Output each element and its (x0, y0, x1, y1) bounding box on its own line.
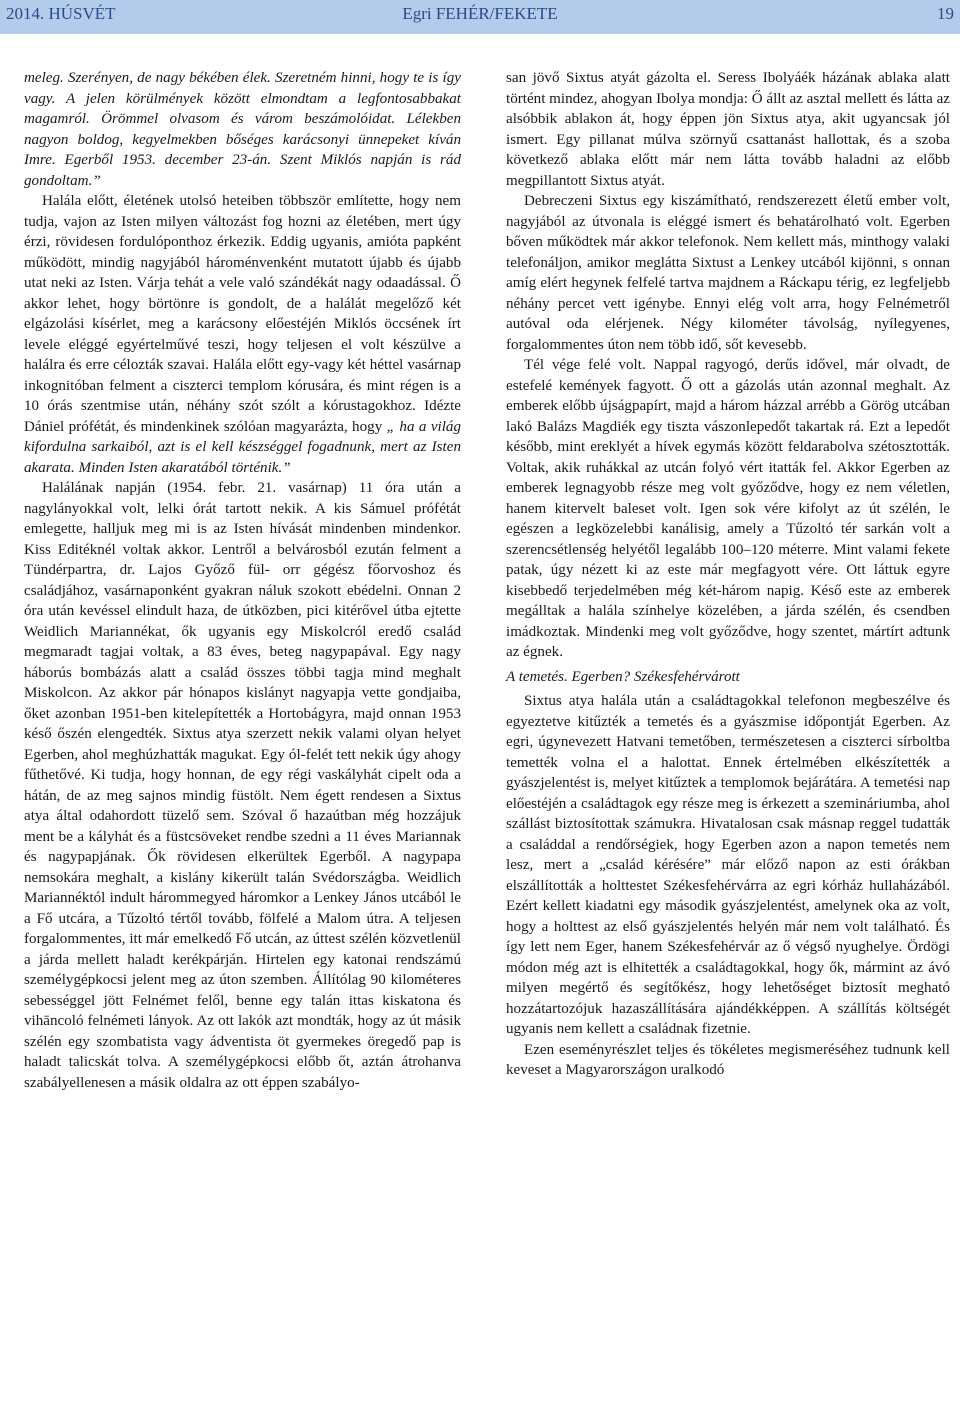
right-paragraph-4: Ezen eseményrészlet teljes és tökéletes megismeréséhez tudnunk kell keveset a Magyarországon uralkodó (506, 1041, 950, 1078)
left-paragraph-1-text: Halála előtt, életének utolsó heteiben többször említette, hogy nem tudja, vajon az Isten milyen változást fog hozni az életében, mert úgy érzi, rövidesen fordulóponthoz érkezik. Eddig ugyanis, amióta papként működött, mindig nagyjából hároménvenként mutatott újabb és újabb utat neki az Isten. Várja tehát a vele való szándékát nagy odaadással. Ő akkor lehet, hogy börtönre is gondolt, de a halálát megelőző két elgázolási kísérlet, meg a karácsony előestéjén Miklós öccsének írt levele eléggé egyértelművé teszi, hogy teljesen el volt készülve a halálra és erre célozták szavai. Halála előtt egy-vagy két héttel vasárnap inkognitóban felment a ciszterci templom kórusára, és mint régen is a 10 órás szentmise után, néhány szót szólt a kórustagokhoz. Idézte Dániel prófétát, és mindenkinek szólóan magyarázta, hogy (24, 193, 461, 435)
right-paragraph-1: Debreczeni Sixtus egy kiszámítható, rendszerezett életű ember volt, nagyjából az útvonala is eléggé ismert és behatárolható volt. Egerben bőven működtek már akkor telefonok. Nem kellett más, minthogy valaki telefonáljon, amikor meglátta Sixtust a Lenkey utcából kijönni, s onnan amíg elért hegynek felfelé tartva majdnem a Ráckapu térig, ez legfeljebb néhány percet vett igénybe. Ennyi elég volt arra, hogy Felnémetről autóval oda elérjenek. Négy kilométer távolság, nyílegyenes, forgalommentes úton nem több idő, sőt kevesebb. (506, 193, 950, 353)
issue-label: 2014. HÚSVÉT (6, 4, 116, 23)
left-column (24, 68, 461, 1093)
left-paragraph-1-quote: „ ha a világ kifordulna sarkaiból, azt is el kell készséggel fogadnunk, mert az Isten akarata. Minden Isten akaratából történik.” (24, 418, 462, 476)
left-paragraph-1 (24, 191, 461, 478)
page-number: 19 (937, 4, 954, 23)
page-header (0, 0, 960, 34)
right-paragraph-2: Tél vége felé volt. Nappal ragyogó, derűs idővel, már olvadt, de estefelé kemények fagyott. Ő ott a gázolás után azonnal meghalt. Az emberek előbb újságpapírt, majd a három házzal arrébb a Görög utcában lakó Balázs Magdiék egy tiszta vászonlepedőt takartak rá. Ezt a lepedőt később, mint ereklyét a hívek egymás között feldarabolva szétosztották. Voltak, akik ruhákkal az utcán folyó vért itatták fel. Akkor Egerben az emberek legnagyobb része meg volt győződve, hogy ez nem véletlen, hanem kitervelt baleset volt. Igen sok vére kifolyt az út szélén, le egészen a legközelebbi kanálisig, amely a Tűzoltó tér sarkán volt a szerencsétlenség helyétől legalább 100–120 méterre. Mint valami fekete patak, úgy nézett ki az este már megfagyott vére. Ott láttuk egyre kisebbedő terjedelmében még két-három napig. Késő este az emberek megálltak a halála színhelye közelében, a járda szélén, és csendben imádkoztak. Mindenki meg volt győződve, hogy szentet, mártírt adtunk az égnek. (506, 357, 950, 660)
letter-closing-paragraph: meleg. Szerényen, de nagy békében élek. Szeretném hinni, hogy te is így vagy. A jelen körülmények között elmondtam a legfontosabbakat magamról. Örömmel olvasom és várom beszámolóidat. Lélekben nagyon boldog, kegyelmekben bőséges karácsonyi ünnepeket kíván Imre. Egerből 1953. december 23-án. Szent Miklós napján is rád gondoltam.” (24, 70, 461, 189)
left-paragraph-2: Halálának napján (1954. febr. 21. vasárnap) 11 óra után a nagylányokkal volt, lelki órát tartott nekik. A kis Sámuel prófétát emlegette, halljuk meg mi is az Isten hívását mindenben mindenkor. Kiss Editéknél voltak akkor. Lentről a belvárosból ezután felment a Tündérpartra, dr. Lajos Győző fül- orr gégész főorvoshoz és családjához, vasárnaponként gyakran náluk szokott ebédelni. Onnan 2 óra után kevéssel elindult haza, de útközben, pici kitérővel útba ejtette Weidlich Mariannékat, ők ugyanis egy Miskolcról eredő család megmaradt tagjai voltak, a 83 éves, beteg nagypapával. Egy nagy háborús bombázás alatt a család összes többi tagja mind meghalt Miskolcon. Az akkor pár hónapos kislányt nagyapja vette gondjaiba, őket azonban 1951-ben kitelepítették a Hortobágyra, majd onnan 1953 késő őszén elengedték. Sixtus atya szerzett nekik valami olyan helyet Egerben, ahol meghúzhatták magukat. Egy ól-felét tett nekik úgy ahogy fűthetővé. Ki tudja, hogy honnan, de egy régi vaskályhát cipelt oda a hátán, de az meg sajnos mindig füstölt. Nem égett rendesen a Sixtus atya által odahordott tüzelő sem. Szóval ő hazaútban még hozzájuk ment be a kályhát és a füstcsöveket rendbe szedni a 11 éves Mariannak és nagypapjának. Ők rövidesen elkerültek Egerből. A nagypapa nemsokára meghalt, a kislány kikerült talán Svédországba. Weidlich Mariannéktól indult hárommegyed háromkor a Lenkey János utcából le a Fő utcára, a Tűzoltó tértől tovább, fölfelé a Malom útra. A teljesen forgalommentes, itt már emelkedő Fő utcán, az úttest szélén közvetlenül a járda mellett haladt kerékpárján. Hirtelen egy katonai rendszámú személygépkocsi jelent meg az úton szemben. Állítólag 90 kilométeres sebességgel jött Felnémet felől, benne egy talán ittas kiskatona és vihāncoló felnémeti lányok. Az ott lakók azt mondták, hogy az út másik szélén egy szombatista vagy ádventista öt gyermekes öregedő pap is haladt talicskát tolva. A személygépkocsi előbb őt, aztán átrohanva szabályellenesen a másik oldalra az ott éppen szabályo- (24, 480, 461, 1091)
right-paragraph-0: san jövő Sixtus atyát gázolta el. Seress Ibolyáék házának ablaka alatt történt mindez, ahogyan Ibolya mondja: Ő állt az asztal mellett és látta az alsóbbik ablakon át, hogy éppen jön Sixtus atya, akit ugyancsak jól ismert. Egy pillanat múlva szörnyű csattanást hallottak, és a szoba következő ablaka előtt már nem látta tovább haladni az előbb megpillantott Sixtus atyát. (506, 70, 950, 189)
publication-title: Egri FEHÉR/FEKETE (402, 4, 558, 23)
section-subheading: A temetés. Egerben? Székesfehérvárott (506, 668, 740, 685)
right-column (506, 68, 950, 1081)
right-paragraph-3: Sixtus atya halála után a családtagokkal telefonon megbeszélve és egyeztetve kitűzték a temetés és a gyászmise időpontját Egerben. Az egri, úgynevezett Hatvani temetőben, természetesen a ciszterci sírboltba temették volna el a halottat. Ennek értelmében elkészítették a gyászjelentést is, melyet kitűztek a templomok bejárátára. A temetési nap előestéjén a családtagok egy része meg is érkezett a szemináriumba, ahol szállást biztosítottak számukra. Hivatalosan csak másnap reggel tudatták a családdal a rendőrségiek, hogy Egerben azon a napon temetés nem lesz, mert a „család kérésére” már előző napon az esti órákban elszállították a holttestet Székesfehérvárra az egri kórház hullaházából. Ezért kellett kiadatni egy második gyászjelentést, amelynek oka az volt, hogy a holttest az első gyászjelentés helyén már nem volt található. És így lett nem Eger, hanem Székesfehérvár az ő végső nyughelye. Ördögi módon még azt is elhitették a családtagokkal, hogy ők, mármint az ávó milyen megértő és segítőkész, hogy lehetőséget biztosít megható hozzátartozójuk hazaszállítására ajándékképpen. A szállítás költségét ugyanis nem kellett a családnak fizetnie. (506, 693, 950, 1037)
